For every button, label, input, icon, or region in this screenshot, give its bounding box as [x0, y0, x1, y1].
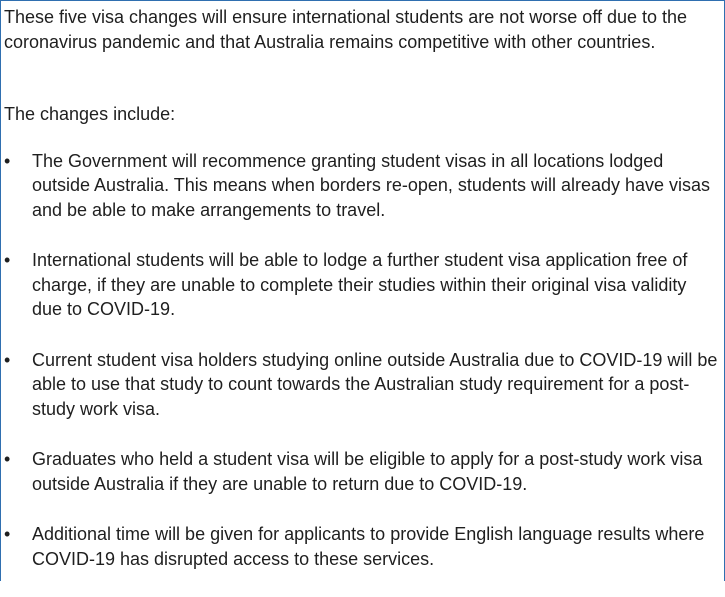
list-item [4, 348, 720, 422]
changes-list [4, 149, 720, 572]
bullet-icon: • [4, 449, 11, 469]
list-item-text: Graduates who held a student visa will be eligible to apply for a post-study work visa outside Australia if they are unable to return due to COVID-19. [32, 449, 703, 494]
changes-lead-text: The changes include: [4, 104, 176, 124]
bullet-icon: • [4, 524, 11, 544]
list-item [4, 522, 720, 571]
intro-paragraph: These five visa changes will ensure international students are not worse off due to the coronavirus pandemic and that Australia remains competitive with other countries. [4, 7, 688, 52]
list-item [4, 248, 720, 322]
list-item-text: The Government will recommence granting student visas in all locations lodged outside Australia. This means when borders re-open, students will already have visas and be able to make arrangements to travel. [32, 150, 711, 220]
list-item-text: Current student visa holders studying online outside Australia due to COVID-19 will be able to use that study to count towards the Australian study requirement for a post-study work visa. [32, 349, 718, 419]
bullet-icon: • [4, 250, 11, 270]
list-item-text: International students will be able to lodge a further student visa application free of charge, if they are unable to complete their studies within their original visa validity due to COVID-19. [32, 250, 688, 319]
list-item [4, 447, 720, 496]
bullet-icon: • [4, 150, 11, 171]
bullet-icon: • [4, 349, 11, 370]
list-item [4, 149, 720, 223]
document-body [4, 5, 720, 597]
list-item-text: Additional time will be given for applicants to provide English language results where COVID-19 has disrupted access to these services. [32, 524, 705, 569]
